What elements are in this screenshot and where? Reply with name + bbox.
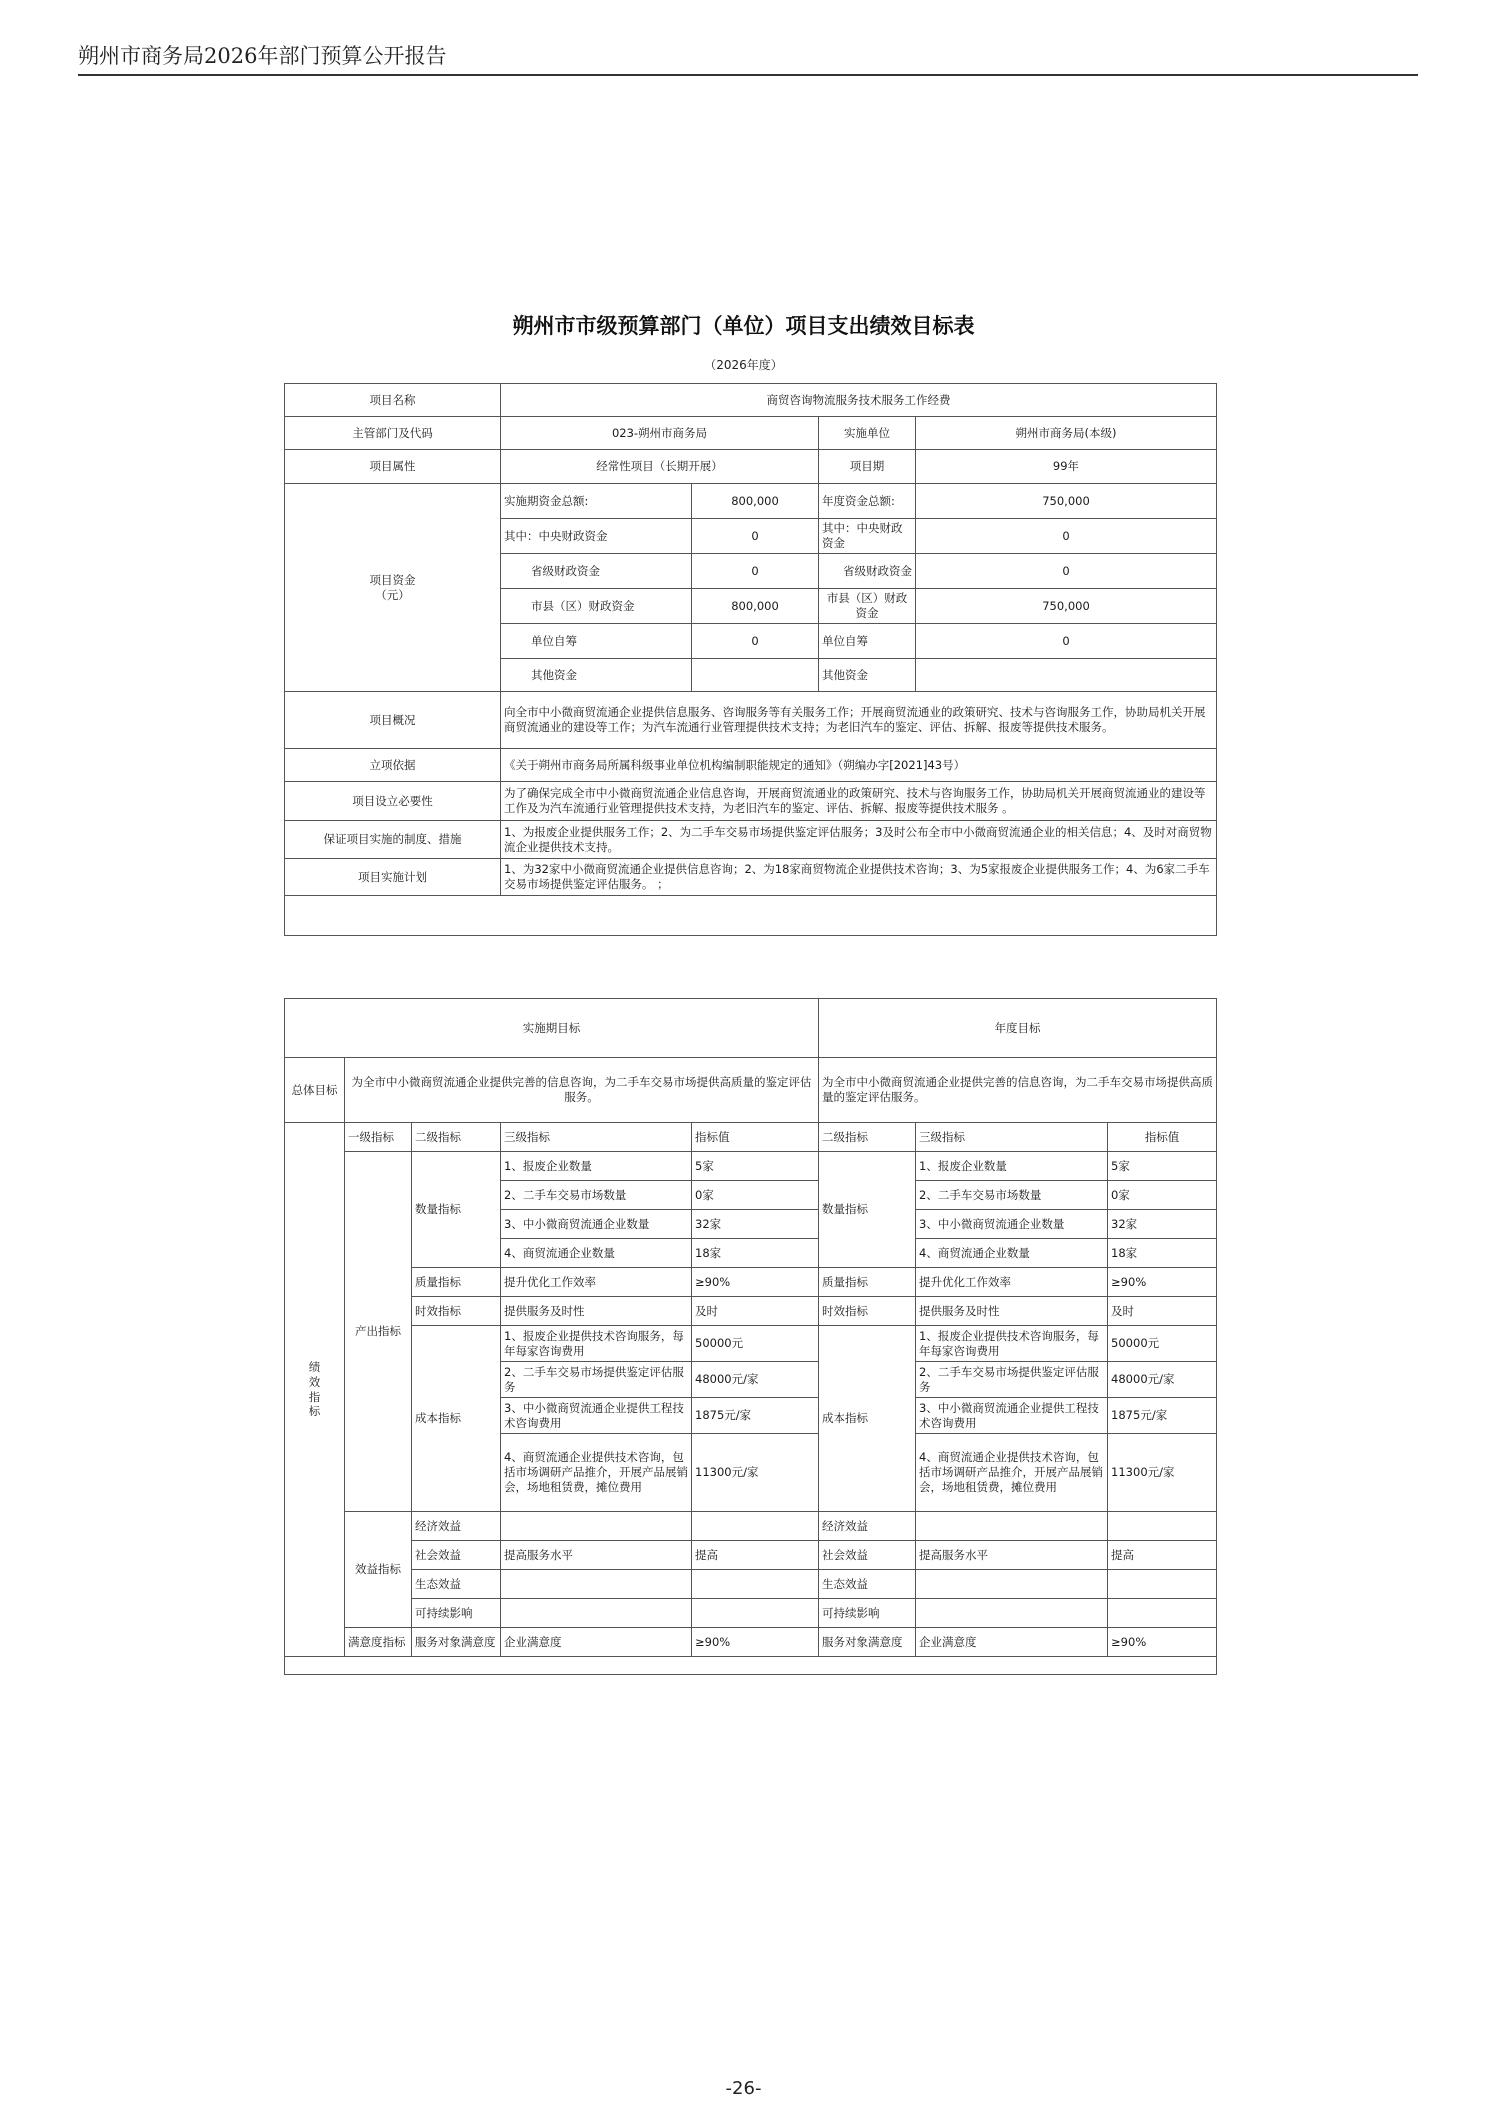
cost3: 3、中小微商贸流通企业提供工程技术咨询费用 xyxy=(501,1398,692,1434)
city-annual-label: 市县（区）财政资金 xyxy=(819,589,916,624)
prov-impl-value: 0 xyxy=(692,554,819,589)
table-title: 朔州市市级预算部门（单位）项目支出绩效目标表 xyxy=(512,314,975,338)
quality1: 提升优化工作效率 xyxy=(501,1268,692,1297)
sustain-label-annual: 可持续影响 xyxy=(819,1599,916,1628)
qty3-value-annual: 32家 xyxy=(1108,1210,1217,1239)
table-row xyxy=(285,1512,1217,1541)
eco-label-annual: 生态效益 xyxy=(819,1570,916,1599)
table-row xyxy=(285,1628,1217,1657)
qty3-value: 32家 xyxy=(692,1210,819,1239)
header-divider xyxy=(78,74,1418,76)
econ-target xyxy=(692,1512,819,1541)
table-row xyxy=(285,1570,1217,1599)
econ-label: 经济效益 xyxy=(412,1512,501,1541)
qty1-value: 5家 xyxy=(692,1152,819,1181)
qty-label-annual: 数量指标 xyxy=(819,1152,916,1268)
other-annual-label: 其他资金 xyxy=(819,659,916,692)
prov-annual-label: 省级财政资金 xyxy=(819,554,916,589)
annual-total-label: 年度资金总额: xyxy=(819,484,916,519)
sustain-value-annual xyxy=(916,1599,1108,1628)
impl-total-value: 800,000 xyxy=(692,484,819,519)
overall-impl: 为全市中小微商贸流通企业提供完善的信息咨询，为二手车交易市场提供高质量的鉴定评估服务。 xyxy=(345,1058,819,1123)
project-name-label: 项目名称 xyxy=(285,384,501,417)
row-col-headers xyxy=(285,1123,1217,1152)
satis-l2: 服务对象满意度 xyxy=(412,1628,501,1657)
cost3-annual: 3、中小微商贸流通企业提供工程技术咨询费用 xyxy=(916,1398,1108,1434)
cost-label-annual: 成本指标 xyxy=(819,1326,916,1512)
social-label-annual: 社会效益 xyxy=(819,1541,916,1570)
overview-value: 向全市中小微商贸流通企业提供信息服务、咨询服务等有关服务工作；开展商贸流通业的政策研究、技术与咨询服务工作，协助局机关开展商贸流通业的建设等工作；为汽车流通行业管理提供技术支持；为老旧汽车的鉴定、评估、拆解、报废等提供技术服务。 xyxy=(501,692,1217,749)
qty1: 1、报废企业数量 xyxy=(501,1152,692,1181)
time1-annual: 提供服务及时性 xyxy=(916,1297,1108,1326)
econ-label-annual: 经济效益 xyxy=(819,1512,916,1541)
annual-total-value: 750,000 xyxy=(916,484,1217,519)
annual-goal-header: 年度目标 xyxy=(819,999,1217,1058)
col-l2: 二级指标 xyxy=(412,1123,501,1152)
overview-label: 项目概况 xyxy=(285,692,501,749)
eco-target xyxy=(692,1570,819,1599)
project-info-table xyxy=(284,383,1217,936)
social1-annual: 提高服务水平 xyxy=(916,1541,1108,1570)
city-annual-value: 750,000 xyxy=(916,589,1217,624)
cost1-value: 50000元 xyxy=(692,1326,819,1362)
satis1-value: ≥90% xyxy=(692,1628,819,1657)
dept-label: 主管部门及代码 xyxy=(285,417,501,450)
blank-cell xyxy=(285,896,1217,936)
self-annual-label: 单位自筹 xyxy=(819,624,916,659)
prov-annual-value: 0 xyxy=(916,554,1217,589)
other-label: 其他资金 xyxy=(501,659,692,692)
table-year: （2026年度） xyxy=(704,358,783,372)
social1-value-annual: 提高 xyxy=(1108,1541,1217,1570)
row-dept xyxy=(285,417,1217,450)
qty2-value: 0家 xyxy=(692,1181,819,1210)
col-l1: 一级指标 xyxy=(345,1123,412,1152)
self-annual-value: 0 xyxy=(916,624,1217,659)
table-row xyxy=(285,1268,1217,1297)
basis-label: 立项依据 xyxy=(285,749,501,782)
quality-label-annual: 质量指标 xyxy=(819,1268,916,1297)
cost-label: 成本指标 xyxy=(412,1326,501,1512)
qty-label: 数量指标 xyxy=(412,1152,501,1268)
plan-label: 项目实施计划 xyxy=(285,859,501,896)
cost4: 4、商贸流通企业提供技术咨询，包括市场调研产品推介，开展产品展销会，场地租赁费，摊位费用 xyxy=(501,1434,692,1512)
time1-value: 及时 xyxy=(692,1297,819,1326)
satis-l1: 满意度指标 xyxy=(345,1628,412,1657)
qty2-annual: 2、二手车交易市场数量 xyxy=(916,1181,1108,1210)
time-label-annual: 时效指标 xyxy=(819,1297,916,1326)
overall-annual: 为全市中小微商贸流通企业提供完善的信息咨询，为二手车交易市场提供高质量的鉴定评估服务。 xyxy=(819,1058,1217,1123)
self-impl-value: 0 xyxy=(692,624,819,659)
econ-target-annual xyxy=(1108,1512,1217,1541)
attr-value: 经常性项目（长期开展） xyxy=(501,450,819,484)
row-basis xyxy=(285,749,1217,782)
row-necessity xyxy=(285,782,1217,821)
row-system xyxy=(285,821,1217,859)
necessity-value: 为了确保完成全市中小微商贸流通企业信息咨询，开展商贸流通业的政策研究、技术与咨询服务工作，协助局机关开展商贸流通业的建设等工作及为汽车流通行业管理提供技术支持，为老旧汽车的鉴定、评估、拆解、报废等提供技术服务 。 xyxy=(501,782,1217,821)
cost3-value: 1875元/家 xyxy=(692,1398,819,1434)
row-project-name xyxy=(285,384,1217,417)
econ-value xyxy=(501,1512,692,1541)
table-row xyxy=(285,1541,1217,1570)
footer-blank-cell xyxy=(285,1657,1217,1675)
central-impl-value: 0 xyxy=(692,519,819,554)
social1-value: 提高 xyxy=(692,1541,819,1570)
sustain-value xyxy=(501,1599,692,1628)
central-annual-label: 其中：中央财政资金 xyxy=(819,519,916,554)
sustain-target-annual xyxy=(1108,1599,1217,1628)
eco-value xyxy=(501,1570,692,1599)
cost2-value-annual: 48000元/家 xyxy=(1108,1362,1217,1398)
time1-value-annual: 及时 xyxy=(1108,1297,1217,1326)
central-annual-value: 0 xyxy=(916,519,1217,554)
quality1-value-annual: ≥90% xyxy=(1108,1268,1217,1297)
page-header-title: 朔州市商务局2026年部门预算公开报告 xyxy=(78,44,447,68)
qty1-annual: 1、报废企业数量 xyxy=(916,1152,1108,1181)
satis1: 企业满意度 xyxy=(501,1628,692,1657)
row-footer-blank xyxy=(285,1657,1217,1675)
impl-unit-label: 实施单位 xyxy=(819,417,916,450)
overall-label: 总体目标 xyxy=(285,1058,345,1123)
qty4-value-annual: 18家 xyxy=(1108,1239,1217,1268)
time-label: 时效指标 xyxy=(412,1297,501,1326)
row-plan xyxy=(285,859,1217,896)
col-l3: 三级指标 xyxy=(501,1123,692,1152)
other-annual-value xyxy=(916,659,1217,692)
satis1-value-annual: ≥90% xyxy=(1108,1628,1217,1657)
output-label: 产出指标 xyxy=(345,1152,412,1512)
sustain-label: 可持续影响 xyxy=(412,1599,501,1628)
benefit-label: 效益指标 xyxy=(345,1512,412,1628)
qty2-value-annual: 0家 xyxy=(1108,1181,1217,1210)
satis-l2-annual: 服务对象满意度 xyxy=(819,1628,916,1657)
page-number: -26- xyxy=(725,2078,762,2099)
impl-total-label: 实施期资金总额: xyxy=(501,484,692,519)
project-name-value: 商贸咨询物流服务技术服务工作经费 xyxy=(501,384,1217,417)
sustain-target xyxy=(692,1599,819,1628)
funds-label: 项目资金 （元） xyxy=(285,484,501,692)
cost4-value: 11300元/家 xyxy=(692,1434,819,1512)
time1: 提供服务及时性 xyxy=(501,1297,692,1326)
qty1-value-annual: 5家 xyxy=(1108,1152,1217,1181)
row-attr xyxy=(285,450,1217,484)
satis1-annual: 企业满意度 xyxy=(916,1628,1108,1657)
col-l3-annual: 三级指标 xyxy=(916,1123,1108,1152)
period-label: 项目期 xyxy=(819,450,916,484)
row-blank xyxy=(285,896,1217,936)
necessity-label: 项目设立必要性 xyxy=(285,782,501,821)
quality-label: 质量指标 xyxy=(412,1268,501,1297)
row-overall xyxy=(285,1058,1217,1123)
eco-target-annual xyxy=(1108,1570,1217,1599)
other-impl-value xyxy=(692,659,819,692)
cost2-value: 48000元/家 xyxy=(692,1362,819,1398)
period-value: 99年 xyxy=(916,450,1217,484)
row-goal-headers xyxy=(285,999,1217,1058)
social-label: 社会效益 xyxy=(412,1541,501,1570)
impl-goal-header: 实施期目标 xyxy=(285,999,819,1058)
cost2-annual: 2、二手车交易市场提供鉴定评估服务 xyxy=(916,1362,1108,1398)
table-row xyxy=(285,1297,1217,1326)
qty4-annual: 4、商贸流通企业数量 xyxy=(916,1239,1108,1268)
quality1-value: ≥90% xyxy=(692,1268,819,1297)
econ-value-annual xyxy=(916,1512,1108,1541)
table-row xyxy=(285,1152,1217,1181)
cost3-value-annual: 1875元/家 xyxy=(1108,1398,1217,1434)
central-label: 其中：中央财政资金 xyxy=(501,519,692,554)
col-l2-annual: 二级指标 xyxy=(819,1123,916,1152)
row-overview xyxy=(285,692,1217,749)
performance-goals-table xyxy=(284,998,1217,1675)
col-val-annual: 指标值 xyxy=(1108,1123,1217,1152)
city-label: 市县（区）财政资金 xyxy=(501,589,692,624)
cost1-value-annual: 50000元 xyxy=(1108,1326,1217,1362)
row-funds-total xyxy=(285,484,1217,519)
cost1: 1、报废企业提供技术咨询服务，每年每家咨询费用 xyxy=(501,1326,692,1362)
system-label: 保证项目实施的制度、措施 xyxy=(285,821,501,859)
self-label: 单位自筹 xyxy=(501,624,692,659)
cost4-value-annual: 11300元/家 xyxy=(1108,1434,1217,1512)
impl-unit-value: 朔州市商务局(本级) xyxy=(916,417,1217,450)
table-row xyxy=(285,1326,1217,1362)
qty3-annual: 3、中小微商贸流通企业数量 xyxy=(916,1210,1108,1239)
col-val: 指标值 xyxy=(692,1123,819,1152)
cost1-annual: 1、报废企业提供技术咨询服务，每年每家咨询费用 xyxy=(916,1326,1108,1362)
qty4: 4、商贸流通企业数量 xyxy=(501,1239,692,1268)
eco-value-annual xyxy=(916,1570,1108,1599)
quality1-annual: 提升优化工作效率 xyxy=(916,1268,1108,1297)
prov-label: 省级财政资金 xyxy=(501,554,692,589)
perf-label: 绩 效 指 标 xyxy=(285,1123,345,1657)
basis-value: 《关于朔州市商务局所属科级事业单位机构编制职能规定的通知》（朔编办字[2021]43号） xyxy=(501,749,1217,782)
table-row xyxy=(285,1599,1217,1628)
qty2: 2、二手车交易市场数量 xyxy=(501,1181,692,1210)
plan-value: 1、为32家中小微商贸流通企业提供信息咨询；2、为18家商贸物流企业提供技术咨询；3、为5家报废企业提供服务工作；4、为6家二手车交易市场提供鉴定评估服务。 ； xyxy=(501,859,1217,896)
system-value: 1、为报废企业提供服务工作；2、为二手车交易市场提供鉴定评估服务；3及时公布全市中小微商贸流通企业的相关信息；4、及时对商贸物流企业提供技术支持。 xyxy=(501,821,1217,859)
dept-value: 023-朔州市商务局 xyxy=(501,417,819,450)
eco-label: 生态效益 xyxy=(412,1570,501,1599)
cost2: 2、二手车交易市场提供鉴定评估服务 xyxy=(501,1362,692,1398)
attr-label: 项目属性 xyxy=(285,450,501,484)
qty3: 3、中小微商贸流通企业数量 xyxy=(501,1210,692,1239)
social1: 提高服务水平 xyxy=(501,1541,692,1570)
cost4-annual: 4、商贸流通企业提供技术咨询，包括市场调研产品推介，开展产品展销会，场地租赁费，摊位费用 xyxy=(916,1434,1108,1512)
city-impl-value: 800,000 xyxy=(692,589,819,624)
qty4-value: 18家 xyxy=(692,1239,819,1268)
